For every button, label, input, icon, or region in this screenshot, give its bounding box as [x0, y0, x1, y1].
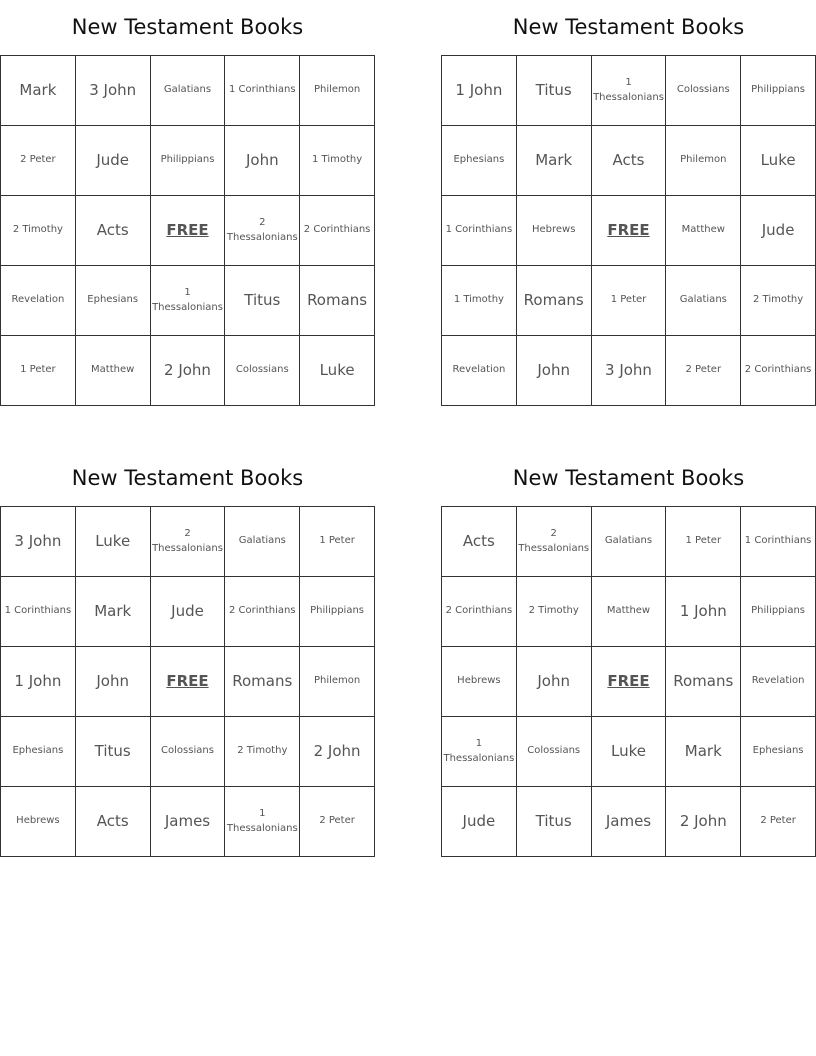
bingo-cell: Colossians: [517, 717, 592, 787]
bingo-cell: 1 Timothy: [300, 126, 375, 196]
bingo-cell: Colossians: [666, 56, 741, 126]
bingo-cell: 2 Timothy: [741, 266, 816, 336]
bingo-cell: Ephesians: [1, 717, 76, 787]
bingo-card-3: [0, 451, 375, 857]
bingo-cell: 1 John: [666, 577, 741, 647]
bingo-cell: 2 Timothy: [225, 717, 300, 787]
bingo-cell: Mark: [1, 56, 76, 126]
bingo-cell: Jude: [76, 126, 151, 196]
bingo-cell: Luke: [741, 126, 816, 196]
bingo-cell: Revelation: [741, 647, 816, 717]
bingo-cell: 1 Corinthians: [225, 56, 300, 126]
bingo-cell: 2 Corinthians: [225, 577, 300, 647]
bingo-cell: Jude: [741, 196, 816, 266]
bingo-cell: Galatians: [666, 266, 741, 336]
bingo-cell: Colossians: [225, 336, 300, 406]
bingo-grid: [0, 55, 375, 406]
bingo-cell: James: [151, 787, 226, 857]
bingo-cell: Titus: [76, 717, 151, 787]
card-title: New Testament Books: [71, 466, 304, 490]
bingo-cell: Revelation: [442, 336, 517, 406]
bingo-card-1: [0, 0, 375, 406]
bingo-cell: Acts: [442, 507, 517, 577]
bingo-cell: John: [517, 647, 592, 717]
bingo-cell: Philemon: [666, 126, 741, 196]
bingo-cell: 1 Thessalonians: [442, 717, 517, 787]
bingo-cell: 2 Thessalonians: [225, 196, 300, 266]
bingo-cell: Philippians: [300, 577, 375, 647]
bingo-cell: Romans: [300, 266, 375, 336]
bingo-cell: Luke: [76, 507, 151, 577]
bingo-cell: Jude: [151, 577, 226, 647]
bingo-cell: Philippians: [741, 56, 816, 126]
card-title: New Testament Books: [71, 15, 304, 39]
card-title: New Testament Books: [512, 466, 745, 490]
bingo-cell: 1 Timothy: [442, 266, 517, 336]
bingo-cell: 1 Corinthians: [1, 577, 76, 647]
bingo-cell: 1 Peter: [592, 266, 667, 336]
free-space-cell: FREE: [592, 196, 667, 266]
bingo-cell: 1 Peter: [666, 507, 741, 577]
bingo-cell: Acts: [76, 196, 151, 266]
bingo-cell: 2 John: [666, 787, 741, 857]
bingo-cell: 2 John: [151, 336, 226, 406]
free-space-cell: FREE: [592, 647, 667, 717]
bingo-cell: Matthew: [592, 577, 667, 647]
bingo-cell: Colossians: [151, 717, 226, 787]
bingo-cell: 2 Corinthians: [300, 196, 375, 266]
bingo-cell: 1 Thessalonians: [592, 56, 667, 126]
bingo-cell: Matthew: [76, 336, 151, 406]
bingo-cell: Philemon: [300, 647, 375, 717]
bingo-cell: Ephesians: [442, 126, 517, 196]
bingo-cell: 2 Peter: [300, 787, 375, 857]
bingo-cell: Mark: [76, 577, 151, 647]
bingo-cell: 1 Peter: [1, 336, 76, 406]
bingo-cell: Luke: [592, 717, 667, 787]
bingo-cell: 3 John: [1, 507, 76, 577]
bingo-cell: Galatians: [592, 507, 667, 577]
bingo-cell: Titus: [517, 787, 592, 857]
bingo-card-4: [441, 451, 816, 857]
bingo-cell: Jude: [442, 787, 517, 857]
bingo-cell: Acts: [76, 787, 151, 857]
bingo-cell: Romans: [225, 647, 300, 717]
bingo-cell: Hebrews: [517, 196, 592, 266]
bingo-cell: Revelation: [1, 266, 76, 336]
bingo-cell: Titus: [225, 266, 300, 336]
bingo-cell: Philippians: [151, 126, 226, 196]
bingo-cell: 1 Thessalonians: [151, 266, 226, 336]
bingo-cell: Hebrews: [442, 647, 517, 717]
bingo-cell: Ephesians: [76, 266, 151, 336]
bingo-cell: 1 Corinthians: [741, 507, 816, 577]
bingo-cell: John: [517, 336, 592, 406]
bingo-cell: 3 John: [592, 336, 667, 406]
bingo-cell: Philippians: [741, 577, 816, 647]
bingo-cell: Ephesians: [741, 717, 816, 787]
free-space-cell: FREE: [151, 647, 226, 717]
bingo-cell: 3 John: [76, 56, 151, 126]
bingo-cell: Luke: [300, 336, 375, 406]
bingo-cell: Hebrews: [1, 787, 76, 857]
bingo-grid: [441, 506, 816, 857]
bingo-cell: Romans: [666, 647, 741, 717]
bingo-cell: Mark: [666, 717, 741, 787]
bingo-cell: 2 Peter: [1, 126, 76, 196]
bingo-cell: Acts: [592, 126, 667, 196]
bingo-cell: Philemon: [300, 56, 375, 126]
bingo-cell: Matthew: [666, 196, 741, 266]
bingo-cell: 2 Peter: [666, 336, 741, 406]
bingo-cell: 1 John: [442, 56, 517, 126]
bingo-cell: 2 Timothy: [517, 577, 592, 647]
bingo-cell: 1 Peter: [300, 507, 375, 577]
bingo-cell: 2 John: [300, 717, 375, 787]
bingo-cell: 2 Timothy: [1, 196, 76, 266]
bingo-card-2: [441, 0, 816, 406]
bingo-cell: Titus: [517, 56, 592, 126]
bingo-cell: John: [225, 126, 300, 196]
bingo-cell: 1 Corinthians: [442, 196, 517, 266]
card-title: New Testament Books: [512, 15, 745, 39]
bingo-cell: 2 Thessalonians: [151, 507, 226, 577]
bingo-cell: James: [592, 787, 667, 857]
bingo-cell: 1 Thessalonians: [225, 787, 300, 857]
bingo-cell: 2 Corinthians: [741, 336, 816, 406]
bingo-cell: Galatians: [225, 507, 300, 577]
bingo-cell: John: [76, 647, 151, 717]
bingo-cell: 2 Corinthians: [442, 577, 517, 647]
bingo-grid: [441, 55, 816, 406]
bingo-cell: 2 Thessalonians: [517, 507, 592, 577]
bingo-cell: Mark: [517, 126, 592, 196]
free-space-cell: FREE: [151, 196, 226, 266]
bingo-cell: 2 Peter: [741, 787, 816, 857]
bingo-cell: Romans: [517, 266, 592, 336]
bingo-grid: [0, 506, 375, 857]
bingo-cell: 1 John: [1, 647, 76, 717]
bingo-cell: Galatians: [151, 56, 226, 126]
